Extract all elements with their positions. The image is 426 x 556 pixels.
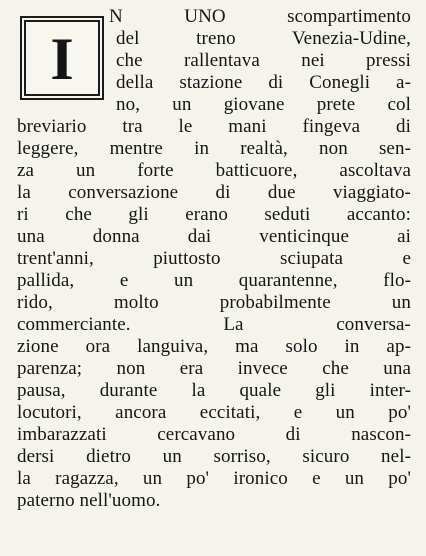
text-line: breviario tra le mani fingeva di (17, 116, 411, 137)
text-line: del treno Venezia-Udine, (116, 28, 411, 49)
text-line: la ragazza, un po' ironico e un po' (17, 468, 411, 489)
text-line: una donna dai venticinque ai (17, 226, 411, 247)
text-line: della stazione di Conegli a- (116, 72, 411, 93)
text-line: pallida, e un quarantenne, flo- (17, 270, 411, 291)
text-line-last: paterno nell'uomo. (17, 490, 161, 511)
text-line: za un forte batticuore, ascoltava (17, 160, 411, 181)
text-line: rido, molto probabilmente un (17, 292, 411, 313)
text-line: pausa, durante la quale gli inter- (17, 380, 411, 401)
text-line: commerciante. La conversa- (17, 314, 411, 335)
text-line: zione ora languiva, ma solo in ap- (17, 336, 411, 357)
text-line: imbarazzati cercavano di nascon- (17, 424, 411, 445)
text-line: parenza; non era invece che una (17, 358, 411, 379)
text-line: trent'anni, piuttosto sciupata e (17, 248, 411, 269)
text-line: no, un giovane prete col (116, 94, 411, 115)
text-line: locutori, ancora eccitati, e un po' (17, 402, 411, 423)
text-line: la conversazione di due viaggiato- (17, 182, 411, 203)
text-line: ri che gli erano seduti accanto: (17, 204, 411, 225)
text-line: N UNO scompartimento (109, 6, 411, 27)
drop-cap-letter: I (50, 26, 74, 92)
text-line: leggere, mentre in realtà, non sen- (17, 138, 411, 159)
text-line: dersi dietro un sorriso, sicuro nel- (17, 446, 411, 467)
text-line: che rallentava nei pressi (116, 50, 411, 71)
